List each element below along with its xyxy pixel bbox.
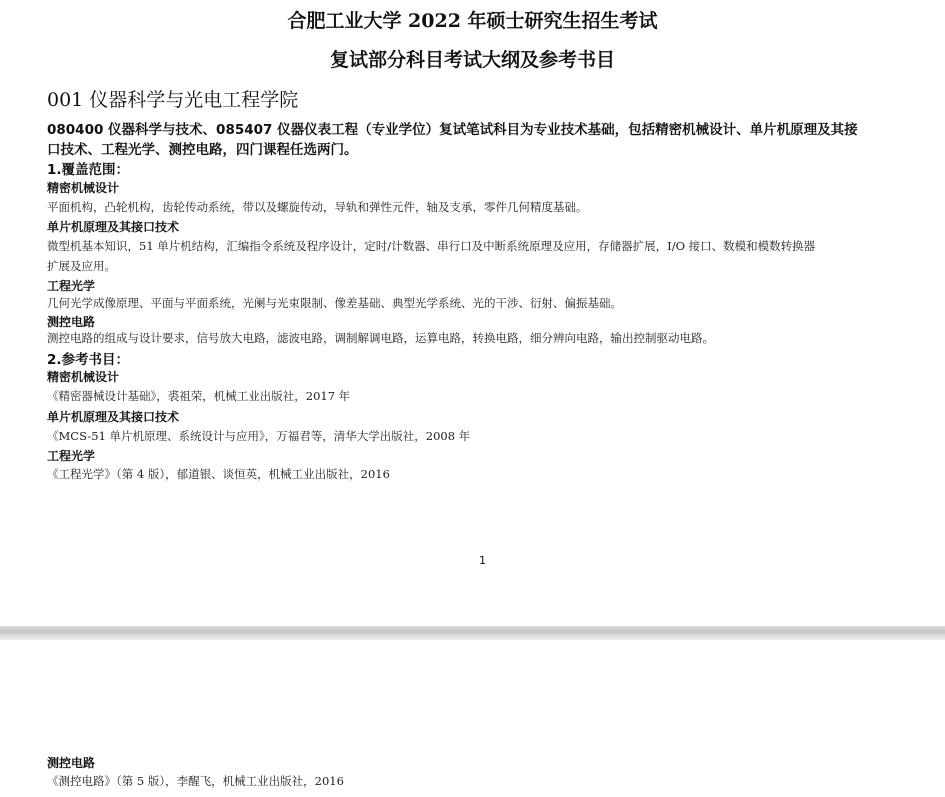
references-heading: 2.参考书目： (47, 352, 130, 368)
references-mcu-title: 单片机原理及其接口技术 (47, 410, 180, 424)
references-circuit-title: 测控电路 (47, 756, 96, 770)
page-separator (0, 626, 945, 640)
references-precision-title: 精密机械设计 (47, 370, 120, 384)
references-mcu-book: 《MCS-51 单片机原理、系统设计与应用》，万福君等，清华大学出版社，2008 年 (47, 429, 471, 443)
coverage-circuit-title: 测控电路 (47, 315, 96, 329)
coverage-precision-title: 精密机械设计 (47, 181, 120, 195)
school-heading: 001 仪器科学与光电工程学院 (47, 89, 299, 111)
page-number: 1 (479, 554, 486, 567)
references-optics-title: 工程光学 (47, 449, 96, 463)
coverage-precision-text: 平面机构，凸轮机构，齿轮传动系统，带以及螺旋传动，导轨和弹性元件，轴及支承，零件几何精度基础。 (47, 200, 588, 214)
intro-paragraph-line-2: 口技术、工程光学、测控电路，四门课程任选两门。 (47, 142, 358, 158)
references-circuit-book: 《测控电路》（第 5 版），李醒飞，机械工业出版社，2016 (47, 774, 344, 788)
coverage-mcu-text-line-1: 微型机基本知识，51 单片机结构，汇编指令系统及程序设计，定时/计数器、串行口及中断系统原理及应用，存储器扩展，I/O 接口、数模和模数转换器 (47, 239, 816, 253)
document-subtitle: 复试部分科目考试大纲及参考书目 (329, 49, 615, 71)
coverage-mcu-title: 单片机原理及其接口技术 (47, 220, 180, 234)
coverage-optics-text: 几何光学成像原理、平面与平面系统，光阑与光束限制、像差基础、典型光学系统、光的干涉、衍射、偏振基础。 (47, 296, 622, 310)
document-page-2 (0, 640, 945, 797)
coverage-circuit-text: 测控电路的组成与设计要求，信号放大电路，滤波电路，调制解调电路，运算电路，转换电路，细分辨向电路，输出控制驱动电路。 (47, 331, 714, 345)
coverage-mcu-text-line-2: 扩展及应用。 (47, 259, 116, 273)
coverage-optics-title: 工程光学 (47, 279, 96, 293)
coverage-heading: 1.覆盖范围： (47, 162, 130, 178)
references-precision-book: 《精密器械设计基础》，裘祖荣，机械工业出版社，2017 年 (47, 389, 351, 403)
document-title: 合肥工业大学 2022 年硕士研究生招生考试 (287, 10, 658, 32)
intro-paragraph-line-1: 080400 仪器科学与技术、085407 仪器仪表工程（专业学位）复试笔试科目为专业技术基础，包括精密机械设计、单片机原理及其接 (47, 122, 858, 138)
references-optics-book: 《工程光学》（第 4 版），郁道银、谈恒英，机械工业出版社，2016 (47, 467, 390, 481)
